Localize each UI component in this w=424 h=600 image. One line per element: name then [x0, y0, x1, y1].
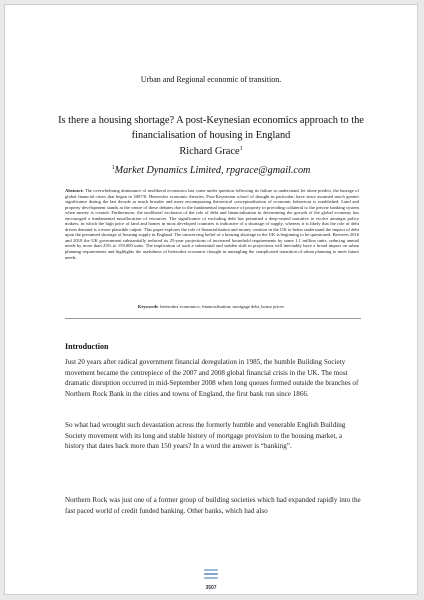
body-paragraph: Northern Rock was just one of a former group of building societies which had expanded rapidly into the fast paced world of credit funded banking. Other banks, which had also [65, 496, 361, 515]
body-paragraph: Just 20 years after radical government financial deregulation in 1985, the humble Building Society movement became the centrepiece of the 2007 and 2008 global financial crisis in the UK. The most dramatic disruption occurred in mid-September 2008 when long queues formed outside the branches of Northern Rock Bank in the cities and towns of England, the first bank run since 1866. [65, 358, 359, 398]
author-name: Richard Grace [179, 146, 240, 157]
abstract-label: Abstract: [65, 188, 84, 193]
page-footer [5, 565, 417, 591]
affiliation-text: Market Dynamics Limited, rpgrace@gmail.com [114, 165, 311, 176]
affiliation-line [5, 165, 417, 176]
introduction-heading: Introduction [65, 342, 109, 351]
conference-logo-icon [204, 568, 218, 578]
affiliation-marker: 1 [111, 165, 115, 171]
paper-page [4, 4, 418, 595]
keywords-label: Keywords [137, 304, 158, 309]
section-divider [65, 318, 361, 319]
author-line [5, 146, 417, 157]
keywords-text: : heterodox economics; financialisation; mortgage debt, house prices [157, 304, 285, 309]
page-number: 3507 [205, 585, 217, 591]
author-marker: 1 [239, 146, 243, 152]
abstract [65, 188, 359, 260]
body-paragraph: So what had wrought such devastation across the formerly humble and venerable English Building Society movement with its long and stable history of mortgage provision to the housing market, a history that dates back more than 150 years? In a word the answer is “banking”. [65, 421, 346, 451]
keywords-line [5, 304, 417, 309]
paper-title: Is there a housing shortage? A post-Keynesian economics approach to the financialisation of housing in England [58, 115, 364, 141]
running-head: Urban and Regional economic of transition. [140, 75, 282, 84]
abstract-text: The overwhelming dominance of neoliberal economics has come under question following its failure to understand, let alone predict, the barrage of global financial crises that began in 2007/8. Heterodox economic theories, Post-Keynesian school of thought in particular, have since assumed much greater significance during the last decade as much broader and more encompassing theoretical conceptualisation of economic behaviour is established. Land and property development stands at the centre of these debates due to the fundamental importance of property in providing collateral to the private banking system when money is created. Furthermore, the neoliberal exclusion of the role of debt and financialisation in determining the growth of the global economy has encouraged a fundamental misallocation of resources. The significance of excluding debt has permitted a deep-seated narrative to evolve amongst policy makers, in which the high price of land and homes in most developed countries is indicative of a shortage of supply, whereas it is likely that the role of debt driven demand is a more plausible culprit. This paper explores the role of financialisation and money creation in the UK to better understand the impact of debt upon the presumed shortage of housing supply in England. The unswerving belief of a housing shortage in the UK is beginning to be questioned. Between 2016 and 2018 the UK government substantially reduced its 25-year projections of increased household requirements by some 1.1 million units, reducing annual needs by more than 25% to 159,000 units. The implication of such a substantial and sudden shift in projections will inevitably have a broad impact on urban planning requirements and highlights the usefulness of heterodox economic thought in untangling the complicated transition of urban planning to meet future needs. [65, 188, 359, 260]
